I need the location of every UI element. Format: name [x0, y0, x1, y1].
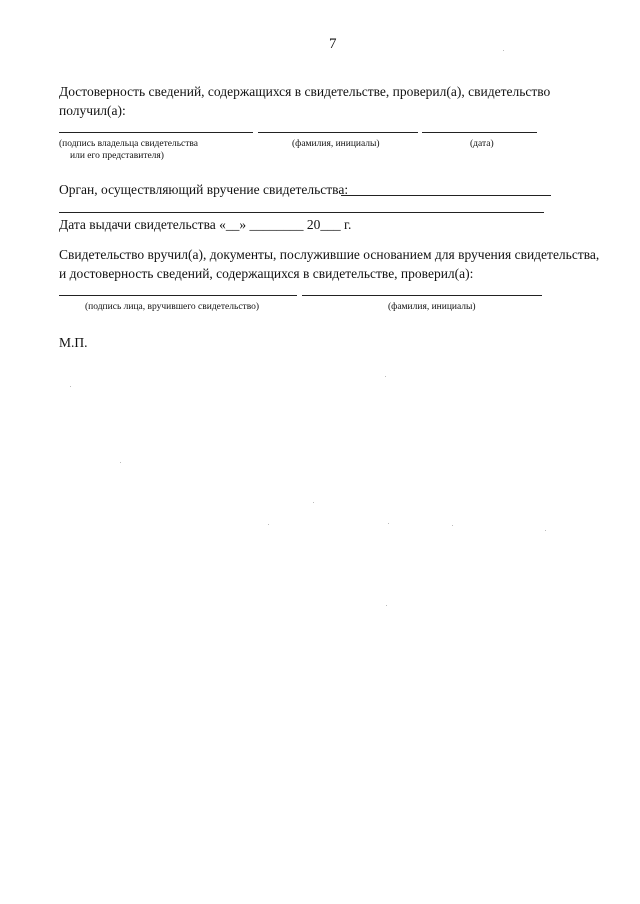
organ-label: Орган, осуществляющий вручение свидетельства: [59, 182, 349, 197]
handover-text-line2: и достоверность сведений, содержащихся в свидетельстве, проверил(а): [59, 266, 474, 281]
handover-signature-line [59, 295, 297, 296]
name-line [258, 132, 418, 133]
handover-name-line [302, 295, 542, 296]
scan-speck [385, 376, 386, 377]
signature-line [59, 132, 253, 133]
scan-speck [120, 462, 121, 463]
caption-handover-signature: (подпись лица, вручившего свидетельство) [85, 302, 260, 312]
caption-owner-date: (дата) [470, 139, 494, 149]
scan-speck [545, 530, 546, 531]
page-number: 7 [329, 36, 337, 52]
scan-speck [70, 386, 71, 387]
scan-speck [388, 523, 389, 524]
handover-text-line1: Свидетельство вручил(а), документы, послужившие основанием для вручения свидетельства, [59, 247, 600, 262]
stamp-place-label: М.П. [59, 335, 88, 350]
caption-owner-name: (фамилия, инициалы) [292, 139, 380, 149]
caption-owner-signature-2: или его представителя) [70, 151, 164, 161]
verification-text-line1: Достоверность сведений, содержащихся в свидетельстве, проверил(а), свидетельство [59, 84, 551, 99]
scan-speck [386, 605, 387, 606]
date-line [422, 132, 537, 133]
organ-line-1 [341, 195, 551, 196]
scan-speck [452, 525, 453, 526]
caption-handover-name: (фамилия, инициалы) [388, 302, 476, 312]
organ-line-2 [59, 212, 544, 213]
scan-speck [268, 524, 269, 525]
issue-date-label: Дата выдачи свидетельства «__» ________ 20___ г. [59, 217, 352, 232]
caption-owner-signature-1: (подпись владельца свидетельства [59, 139, 198, 149]
scan-speck [503, 50, 504, 51]
scan-speck [313, 502, 314, 503]
verification-text-line2: получил(а): [59, 103, 126, 118]
